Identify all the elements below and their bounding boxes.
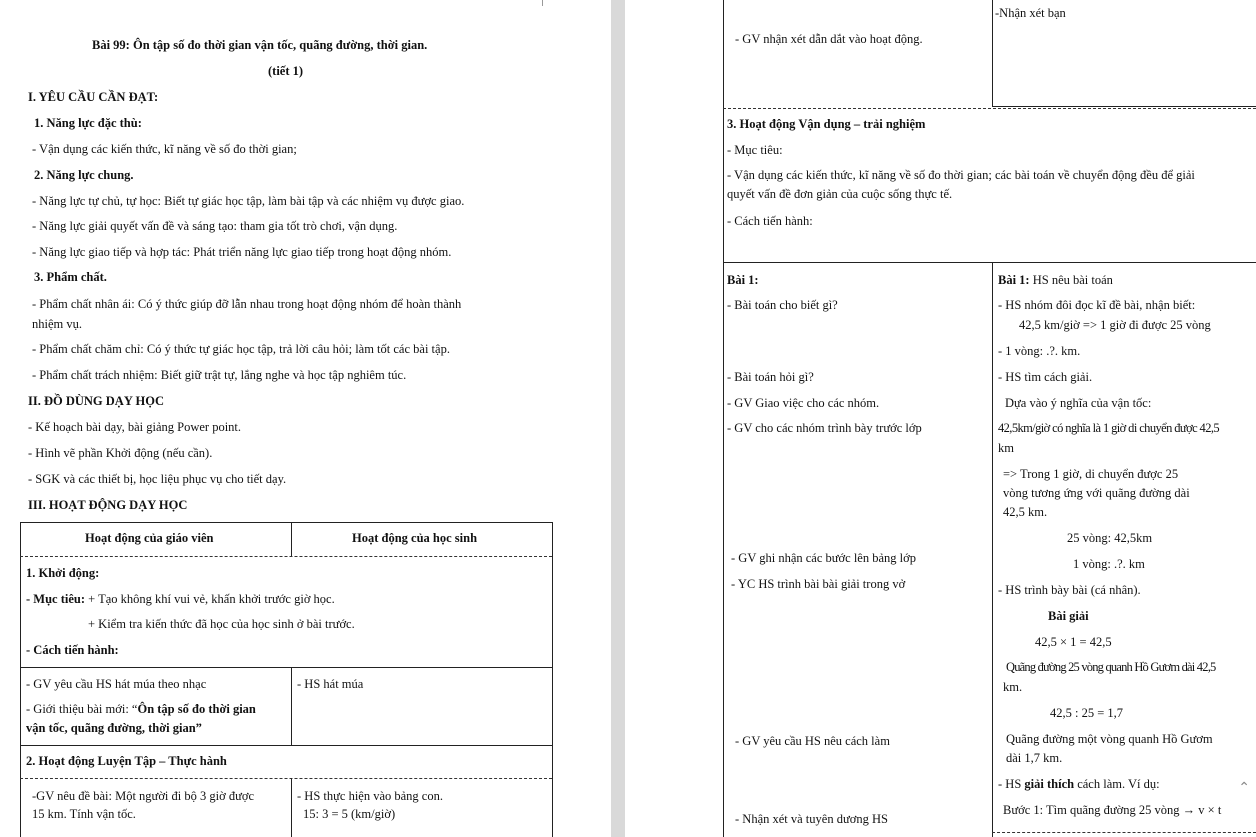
student-meaning-line5: 42,5 km. [1003, 505, 1048, 519]
exercise-1-teacher: Bài 1: [727, 273, 759, 287]
calculation-1: 42,5 × 1 = 42,5 [1035, 635, 1112, 649]
heading-teaching-activities: III. HOẠT ĐỘNG DẠY HỌC [28, 498, 188, 512]
teacher-question-given: - Bài toán cho biết gì? [727, 298, 838, 312]
scroll-up-arrow-icon[interactable]: ⌃ [1238, 781, 1250, 796]
teacher-praise: - Nhận xét và tuyên dương HS [735, 812, 888, 826]
teacher-problem-line1: -GV nêu đề bài: Một người đi bộ 3 giờ được [32, 789, 255, 803]
teacher-transition: - GV nhận xét dẫn dắt vào hoạt động. [735, 32, 923, 46]
student-sing-response: - HS hát múa [297, 677, 364, 691]
explain-bold: giải thích [1024, 777, 1075, 791]
teacher-sing-instruction: - GV yêu cầu HS hát múa theo nhạc [26, 677, 207, 691]
heading-general-competence: 2. Năng lực chung. [34, 168, 134, 182]
text-line: - Năng lực giải quyết vấn đề và sáng tạo: tham gia tốt trò chơi, vận dụng. [32, 219, 398, 233]
distance-one-lap-line1: Quãng đường một vòng quanh Hồ Gươm [1006, 732, 1213, 746]
lesson-title: Bài 99: Ôn tập số đo thời gian vận tốc, quãng đường, thời gian. [92, 38, 428, 52]
student-meaning-line2: km [998, 441, 1014, 455]
text-line: - Năng lực giao tiếp và hợp tác: Phát triển năng lực giao tiếp trong hoạt động nhóm. [32, 245, 452, 259]
student-meaning-line4: vòng tương ứng với quãng đường dài [1003, 486, 1190, 500]
student-present-solution: - HS trình bày bài (cá nhân). [998, 583, 1141, 597]
section-warm-up: 1. Khởi động: [26, 566, 100, 580]
teacher-groups-present: - GV cho các nhóm trình bày trước lớp [727, 421, 922, 435]
exercise-1-student [998, 272, 1113, 288]
explain-suffix: cách làm. Ví dụ: [1074, 777, 1160, 791]
text-line: - Hình vẽ phần Khởi động (nếu cần). [28, 446, 213, 460]
exercise-1-text: HS nêu bài toán [1029, 273, 1113, 287]
calculation-2: 42,5 : 25 = 1,7 [1050, 706, 1124, 720]
student-velocity-meaning: Dựa vào ý nghĩa của vận tốc: [1005, 396, 1152, 410]
intro-prefix: - Giới thiệu bài mới: “ [26, 702, 138, 716]
heading-requirements: I. YÊU CẦU CẦN ĐẠT: [28, 90, 159, 104]
distance-one-lap-line2: dài 1,7 km. [1006, 751, 1063, 765]
student-meaning-line1: 42,5km/giờ có nghĩa là 1 giờ di chuyển được 42,5 [998, 421, 1220, 435]
student-answer: 15: 3 = 5 (km/giờ) [303, 807, 396, 821]
section-application: 3. Hoạt động Vận dụng – trải nghiệm [727, 117, 926, 131]
student-peer-comment: -Nhận xét bạn [995, 6, 1066, 20]
table-header-student: Hoạt động của học sinh [352, 531, 478, 545]
text-line: - Phẩm chất trách nhiệm: Biết giữ trật tự, lắng nghe và học tập nghiêm túc. [32, 368, 407, 382]
solution-heading: Bài giải [1048, 609, 1089, 623]
ratio-row-2: 1 vòng: .?. km [1073, 557, 1145, 571]
intro-title-part2: vận tốc, quãng đường, thời gian” [26, 721, 202, 735]
section-practice: 2. Hoạt động Luyện Tập – Thực hành [26, 754, 227, 768]
heading-qualities: 3. Phẩm chất. [34, 270, 107, 284]
objective-label: - Mục tiêu: [727, 143, 783, 157]
student-one-lap: - 1 vòng: .?. km. [998, 344, 1081, 358]
teacher-problem-line2: 15 km. Tính vận tốc. [32, 807, 136, 821]
page-left [0, 0, 611, 837]
intro-title-part1: Ôn tập số đo thời gian [137, 702, 256, 716]
distance-25-laps-line2: km. [1003, 680, 1023, 694]
teacher-record-steps: - GV ghi nhận các bước lên bảng lớp [731, 551, 916, 565]
table-header-teacher: Hoạt động của giáo viên [85, 531, 214, 545]
objective-text-line2: quyết vấn đề đơn giản của cuộc sống thực tế. [727, 187, 953, 201]
text-line: - Vận dụng các kiến thức, kĩ năng về số đo thời gian; [32, 142, 297, 156]
distance-25-laps-line1: Quãng đường 25 vòng quanh Hồ Gươm dài 42,5 [1006, 660, 1216, 674]
text-line: nhiệm vụ. [32, 317, 82, 331]
new-lesson-intro [26, 701, 256, 717]
student-find-solution: - HS tìm cách giải. [998, 370, 1093, 384]
objective-text-line1: - Vận dụng các kiến thức, kĩ năng về số đo thời gian; các bài toán về chuyển động đều để giải [727, 168, 1195, 182]
student-explain [998, 776, 1160, 792]
student-identify: - HS nhóm đôi đọc kĩ đề bài, nhận biết: [998, 298, 1196, 312]
student-identify-detail: 42,5 km/giờ => 1 giờ đi được 25 vòng [1019, 318, 1211, 332]
exercise-1-label: Bài 1: [998, 273, 1030, 287]
objective-label: - Mục tiêu: [26, 592, 86, 606]
ratio-row-1: 25 vòng: 42,5km [1067, 531, 1153, 545]
teacher-ask-method: - GV yêu cầu HS nêu cách làm [735, 734, 890, 748]
text-line: - SGK và các thiết bị, học liệu phục vụ cho tiết dạy. [28, 472, 287, 486]
heading-specific-competence: 1. Năng lực đặc thù: [34, 116, 142, 130]
teacher-request-solution: - YC HS trình bài bài giải trong vở [731, 577, 906, 591]
step-1: Bước 1: Tìm quãng đường 25 vòng → v × t [1003, 803, 1222, 817]
page-right [625, 0, 1256, 837]
heading-teaching-materials: II. ĐỒ DÙNG DẠY HỌC [28, 394, 164, 408]
teacher-question-asked: - Bài toán hỏi gì? [727, 370, 814, 384]
objective-text: + Tạo không khí vui vẻ, khấn khởi trước giờ học. [85, 592, 335, 606]
text-line: + Kiểm tra kiến thức đã học của học sinh ở bài trước. [88, 617, 355, 631]
text-line: - Năng lực tự chủ, tự học: Biết tự giác học tập, làm bài tập và các nhiệm vụ được giao. [32, 194, 465, 208]
explain-prefix: - HS [998, 777, 1025, 791]
procedure-label: - Cách tiến hành: [727, 214, 813, 228]
text-line: - Phẩm chất chăm chỉ: Có ý thức tự giác học tập, trả lời câu hỏi; làm tốt các bài tập. [32, 342, 450, 356]
text-line: - Kế hoạch bài dạy, bài giảng Power point. [28, 420, 242, 434]
text-line: - Phẩm chất nhân ái: Có ý thức giúp đỡ lẫn nhau trong hoạt động nhóm để hoàn thành [32, 297, 462, 311]
lesson-subtitle: (tiết 1) [268, 64, 304, 78]
student-board-work: - HS thực hiện vào bảng con. [297, 789, 443, 803]
student-meaning-line3: => Trong 1 giờ, di chuyển được 25 [1003, 467, 1179, 481]
margin-mark-top-right [542, 0, 551, 6]
objective-line [26, 591, 335, 607]
procedure-label: - Cách tiến hành: [26, 643, 119, 657]
teacher-assign-groups: - GV Giao việc cho các nhóm. [727, 396, 880, 410]
